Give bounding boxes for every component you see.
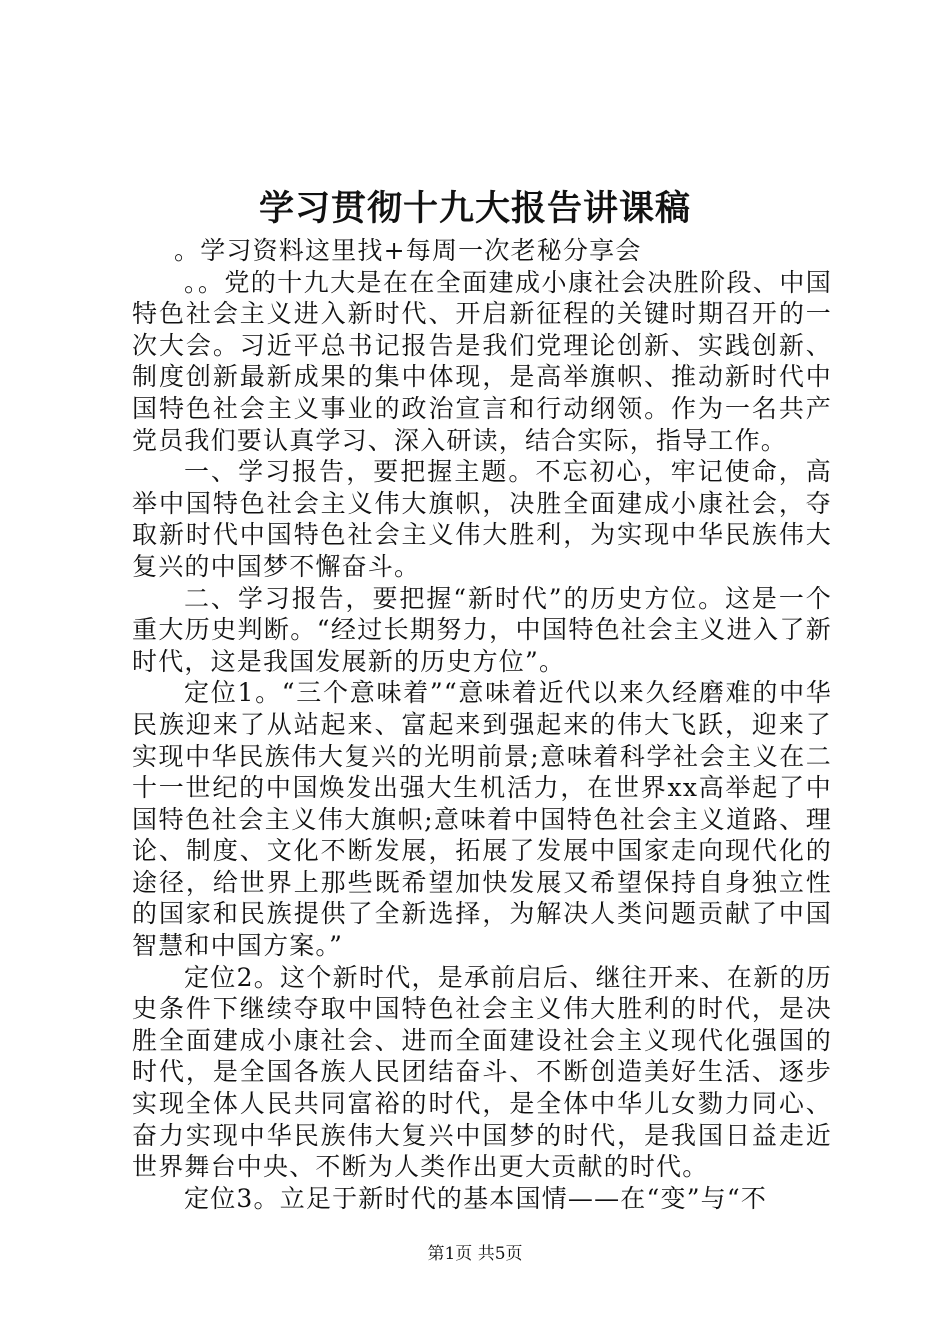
document-title: 学习贯彻十九大报告讲课稿 xyxy=(258,188,691,229)
paragraph-section-1: 一、学习报告，要把握主题。不忘初心，牢记使命，高举中国特色社会主义伟大旗帜，决胜全面建成小康社会，夺取新时代中国特色社会主义伟大胜利，为实现中华民族伟大复兴的中国梦不懈奋斗。 xyxy=(132,457,832,581)
paragraph-position-3: 定位3。立足于新时代的基本国情——在“变”与“不 xyxy=(184,1183,768,1213)
paragraph-position-2: 定位2。这个新时代，是承前启后、继往开来、在新的历史条件下继续夺取中国特色社会主义伟大胜利的时代，是决胜全面建成小康社会、进而全面建设社会主义现代化强国的时代，是全国各族人民团结奋斗、不断创造美好生活、逐步实现全体人民共同富裕的时代，是全体中华儿女勠力同心、奋力实现中华民族伟大复兴中国梦的时代，是我国日益走近世界舞台中央、不断为人类作出更大贡献的时代。 xyxy=(132,962,832,1182)
paragraph-intro: 。学习资料这里找+每周一次老秘分享会 xyxy=(174,236,642,265)
document-body xyxy=(132,235,832,1214)
page-footer: 第1页 共5页 xyxy=(427,1244,523,1264)
paragraph-position-1: 定位1。“三个意味着”“意味着近代以来久经磨难的中华民族迎来了从站起来、富起来到强起来的伟大飞跃，迎来了实现中华民族伟大复兴的光明前景;意味着科学社会主义在二十一世纪的中国焕发出强大生机活力，在世界xx高举起了中国特色社会主义伟大旗帜;意味着中国特色社会主义道路、理论、制度、文化不断发展，拓展了发展中国家走向现代化的途径，给世界上那些既希望加快发展又希望保持自身独立性的国家和民族提供了全新选择，为解决人类问题贡献了中国智慧和中国方案。” xyxy=(132,678,832,961)
paragraph-opening: 。。党的十九大是在在全面建成小康社会决胜阶段、中国特色社会主义进入新时代、开启新征程的关键时期召开的一次大会。习近平总书记报告是我们党理论创新、实践创新、制度创新最新成果的集中体现，是高举旗帜、推动新时代中国特色社会主义事业的政治宣言和行动纲领。作为一名共产党员我们要认真学习、深入研读，结合实际，指导工作。 xyxy=(132,267,832,455)
paragraph-section-2: 二、学习报告，要把握“新时代”的历史方位。这是一个重大历史判断。“经过长期努力，中国特色社会主义进入了新时代，这是我国发展新的历史方位”。 xyxy=(132,583,832,676)
